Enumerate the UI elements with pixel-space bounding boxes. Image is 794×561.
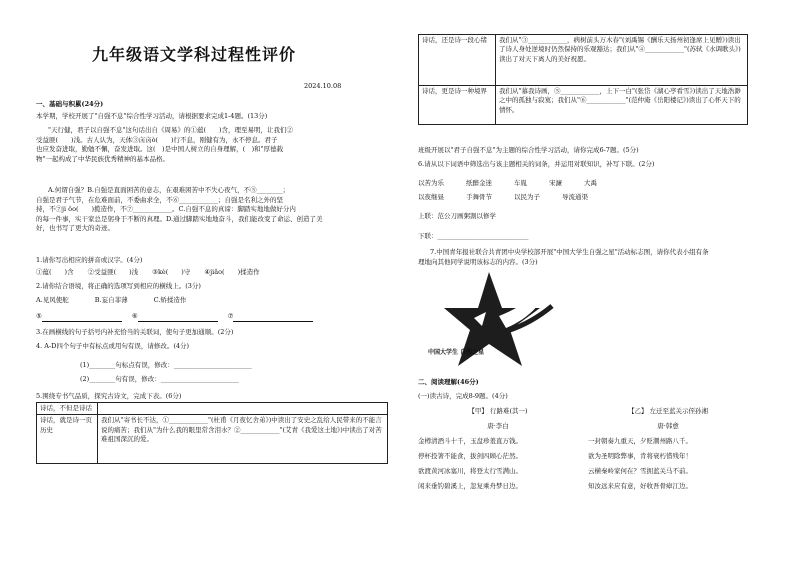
word-item: 以民为子 — [514, 193, 540, 201]
q4-answer-row[interactable]: (1)________句标点有误，修改：________________________ — [80, 361, 252, 369]
q2-blank[interactable]: ⑤ — [36, 312, 122, 322]
poem-line: 知汝远来应有意，好收吾骨瘴江边。 — [588, 482, 692, 490]
abcd-line: 自强是君子气节，在危难面前，不委曲求全，不⑥____________；自强是名利之外的坚 — [36, 195, 283, 204]
section-1-heading: 一、基础与积累(24分) — [36, 100, 104, 108]
activity-note: 班级开展以"君子自强不息"为主题的综合性学习活动，请你完成6-7题。(5分) — [418, 146, 639, 154]
poem-line: 金樽清酒斗十千，玉盘珍羞直万钱。 — [418, 437, 522, 445]
poem-line: 一封朝奏九重天，夕贬潮州路八千。 — [588, 437, 692, 445]
word-item: 车胤 — [514, 179, 527, 187]
poem-line: 欲渡黄河冰塞川，将登太行雪满山。 — [418, 467, 522, 475]
abcd-line: 的每一件事，实干家总是躬身于不断的真理。D.通过脚踏实地地奋斗，我们能改变了命运、创造了美 — [36, 214, 323, 223]
poem-line: 云横秦岭家何在？雪拥蓝关马不前。 — [588, 467, 692, 475]
table-content-cell: 我们从"③____________，病树前头万木春"(刘禹锡《酬乐天扬州初逢席上见赠》)读出了诗人身处逆境时仍然保持的乐观豁达；我们从"④____________"(苏轼《水调歌头》)读出了对天下离人的美好祝愿。 — [496, 35, 748, 86]
abcd-line: A.何谓自强？B.自强是直面困苦的意志，在艰难困苦中不失心夜气，不⑤________； — [48, 186, 290, 194]
word-item: 大禹 — [584, 179, 597, 187]
table-content-cell: 我们从"慕我诗画，⑤____________，上下一白"(张岱《湖心亭看雪》)读出了天地浩渺之中的孤独与寂寞；我们从"⑥____________"(范仲淹《岳阳楼记》)读出了心怀天下的情怀。 — [496, 86, 748, 125]
word-item: 以苦为乐 — [418, 179, 444, 187]
question-5: 5.围绕专书气品质，探究古诗文，完成下表。(6分) — [36, 392, 182, 400]
poems — [418, 404, 748, 494]
word-bank — [418, 176, 748, 204]
q2-blank[interactable]: ⑥ — [132, 312, 218, 322]
table-row — [419, 35, 748, 86]
poem-author: 唐·李白 — [487, 422, 509, 430]
word-item: 宋濂 — [549, 179, 562, 187]
upper-couplet: 上联：范公刀画粥割以修学 — [418, 212, 496, 220]
q2-option: A.见风使舵 — [36, 296, 69, 304]
poem-b — [588, 404, 748, 494]
table-content-cell: 我们从"寄书长不达，①____________"(杜甫《月夜忆舍弟》)中读出了安史之乱给人民带来的不能言说的痛苦；我们从"为什么我的眼里常含泪水？②____________"(艾青《我爱这土地》)中读出了对苦难祖国深沉的爱。 — [98, 415, 388, 464]
poem-line: 闲来垂钓碧溪上，忽复乘舟梦日边。 — [418, 482, 522, 490]
self-strength-star-logo-icon — [444, 268, 554, 378]
question-1-options — [36, 268, 388, 278]
passage-line: "天行健，君子以自强不息"这句话出自《周易》的①蕴( )含，理至易明，让我们② — [48, 126, 294, 134]
word-bank-row — [418, 190, 748, 204]
question-2: 2.请你结合语境，将正确的选项写到相应的横线上。(3分) — [36, 282, 201, 290]
q7-line: 7.中国青年报社联合共青团中央学校部开展"中国大学生自强之星"活动标志图，请你代表小组有条 — [430, 248, 709, 256]
question-4: 4. A-D四个句子中有标点或用句有误，请修改。(4分) — [36, 342, 190, 350]
word-bank-row — [418, 176, 748, 190]
abcd-line: 持，不⑦ji ǒo( )揽造作，不⑦____________。C.自强不息的真谛：脚踏实地地做好分内 — [36, 205, 296, 214]
lower-couplet-blank[interactable]: 下联：____________________________ — [418, 232, 529, 240]
question-6: 6.请从以下词语中筛选出与该主题相关的词条，并运用对联知识，补写下联。(2分) — [418, 160, 655, 168]
question-2-options — [36, 296, 388, 306]
abcd-line: 好，也书写了更大的奇迹。 — [36, 224, 114, 233]
question-2-blanks — [36, 312, 388, 322]
passage-line: 受益匪( )浅。古人认为，天体③㐫㐫ò( )行不息，刚健有为，永不停息。君子 — [36, 135, 278, 144]
q1-option[interactable]: ②受益匪( )浅 — [87, 268, 139, 276]
poem-line: 欲为圣明除弊事，肯将衰朽惜残年！ — [588, 452, 692, 460]
passage-line: 也应发奋进取，勤勉不懈，奋发进取。这( )是中国人树立的自身理解，( )和"厚德载 — [36, 145, 284, 154]
poem-a — [418, 404, 578, 494]
question-7 — [418, 248, 748, 267]
word-item: 手舞骨节 — [466, 193, 492, 201]
q1-option[interactable]: ④jiǎo( )揉造作 — [204, 268, 260, 276]
q4-answer-row[interactable]: (2)________句有误，修改：________________________ — [80, 375, 239, 383]
q2-option: B.妄自菲薄 — [94, 296, 128, 304]
page-title: 九年级语文学科过程性评价 — [92, 45, 297, 64]
poem-line: 停杯投箸不能食，拔剑四顾心茫然。 — [418, 452, 522, 460]
table-head-cell: 诗话，还是诗一段心绪 — [419, 35, 496, 86]
table-content-cell — [98, 403, 388, 415]
section-2-heading: 二、阅读理解(46分) — [418, 378, 479, 386]
right-column — [418, 0, 748, 561]
date: 2024.10.08 — [304, 82, 342, 90]
table-row — [419, 86, 748, 125]
passage-line: 物"一起构成了中华民族优秀精神的基本品格。 — [36, 154, 169, 163]
word-item: 纸醉金迷 — [466, 179, 492, 187]
table-row — [37, 415, 388, 464]
reading-subsection-1: (一)读古诗，完成8-9题。(4分) — [418, 392, 508, 400]
table-head-cell: 诗话，就是诗一页历史 — [37, 415, 98, 464]
word-item: 以夜继昼 — [418, 193, 444, 201]
table-head-cell: 诗话，更是诗一种境界 — [419, 86, 496, 125]
question-4-answers — [80, 358, 388, 386]
table-row — [37, 403, 388, 415]
abcd-passage — [36, 186, 388, 234]
q1-option[interactable]: ①蕴( )含 — [36, 268, 74, 276]
q1-option[interactable]: ③kè( )守 — [152, 268, 191, 276]
poem-title: 【乙】 左迁至蓝关示侄孙湘 — [627, 407, 709, 415]
section-1-intro: 本学期，学校开展了"自强不息"综合性学习活动，请根据要求完成1-4题。(13分) — [36, 112, 268, 120]
poetry-table-right — [418, 34, 748, 125]
q2-blank[interactable]: ⑦ — [228, 312, 314, 322]
passage — [36, 126, 388, 164]
left-column — [36, 0, 388, 561]
table-head-cell: 诗话，不但是诗话 — [37, 403, 98, 415]
poem-title: 【甲】 行路难(其一) — [468, 407, 528, 415]
poetry-table-left — [36, 402, 388, 464]
word-item: 导流通渠 — [562, 193, 588, 201]
q2-option: C.矫揉造作 — [153, 296, 187, 304]
question-3: 3.在画横线的句子括号内补充恰当的关联词，使句子更加通顺。(2分) — [36, 328, 234, 336]
poem-author: 唐·韩愈 — [657, 422, 679, 430]
logo-caption: 中国大学生 自强之星 — [428, 349, 485, 356]
q7-line: 理地向其他同学说明该标志的内容。(3分) — [418, 257, 538, 266]
question-1: 1.请你写出相应的拼音或汉字。(4分) — [36, 256, 143, 264]
